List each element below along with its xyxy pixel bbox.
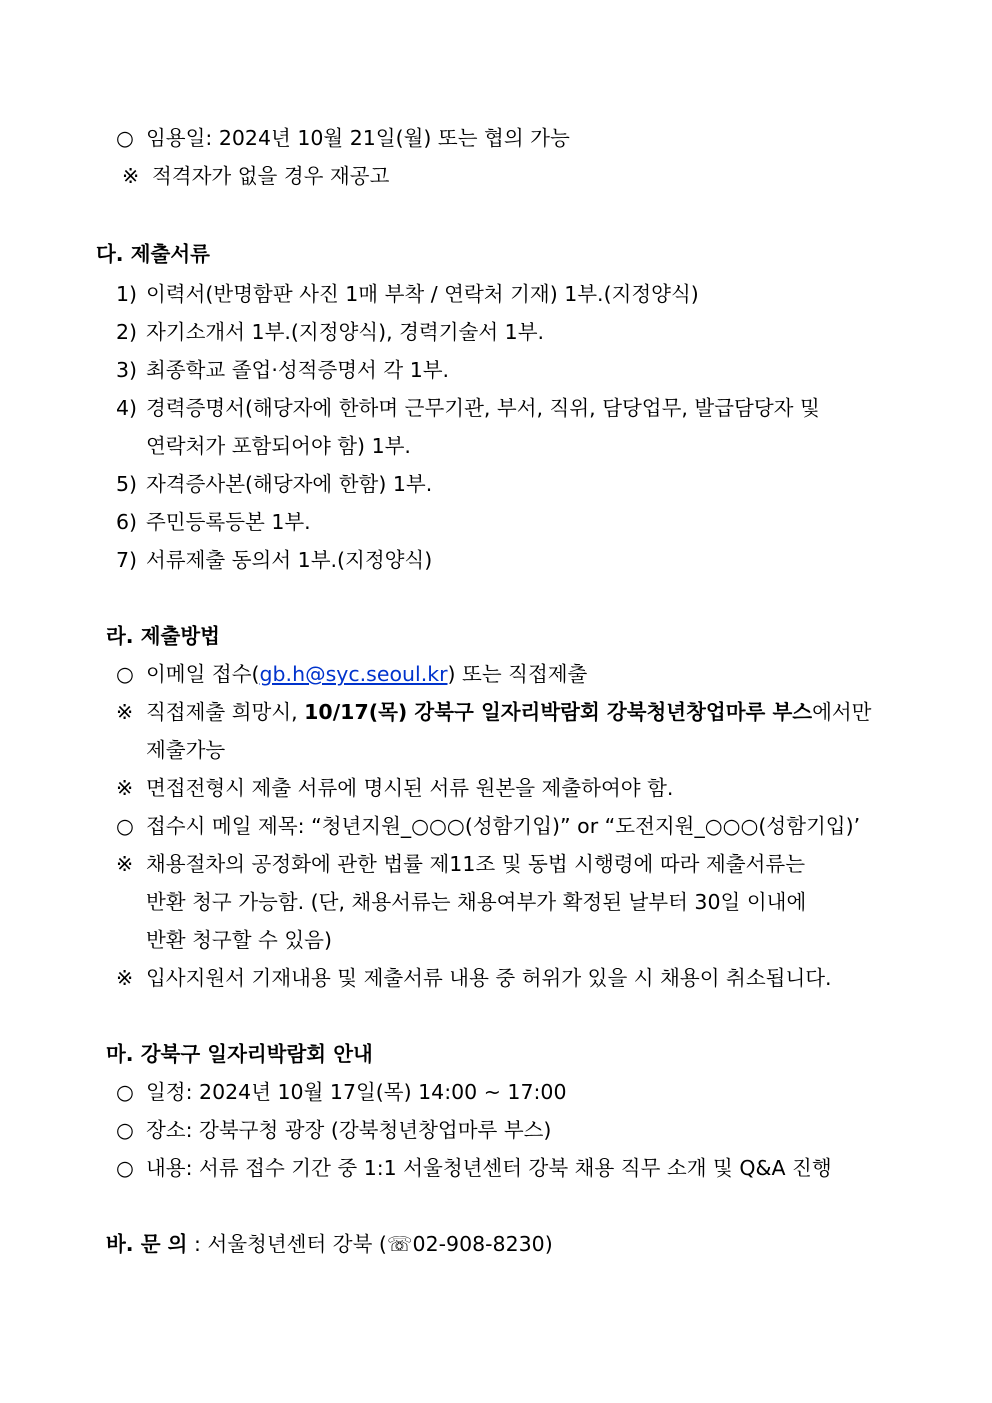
method-heading: 라. 제출방법 bbox=[106, 624, 220, 648]
list-item: 7) 서류제출 동의서 1부.(지정양식) bbox=[116, 548, 433, 572]
circle-bullet-icon: ○ bbox=[116, 662, 134, 686]
appointment-note: ※ 적격자가 없을 경우 재공고 bbox=[122, 164, 390, 188]
fair-content: ○ 내용: 서류 접수 기간 중 1:1 서울청년센터 강북 채용 직무 소개 및 Q&A 진행 bbox=[116, 1156, 832, 1180]
list-item: 6) 주민등록등본 1부. bbox=[116, 510, 311, 534]
direct-submission-cont: 제출가능 bbox=[146, 738, 226, 762]
phone-icon: ☏ bbox=[386, 1232, 413, 1256]
list-item: 4) 경력증명서(해당자에 한하며 근무기관, 부서, 직위, 담당업무, 발급담당자 및 bbox=[116, 396, 820, 420]
circle-bullet-icon: ○ bbox=[116, 814, 134, 838]
list-item: 3) 최종학교 졸업·성적증명서 각 1부. bbox=[116, 358, 450, 382]
return-note-cont: 반환 청구 가능함. (단, 채용서류는 채용여부가 확정된 날부터 30일 이내에 bbox=[146, 890, 807, 914]
fair-schedule: ○ 일정: 2024년 10월 17일(목) 14:00 ~ 17:00 bbox=[116, 1080, 567, 1104]
contact-line: 바. 문 의 : 서울청년센터 강북 (☏02-908-8230) bbox=[106, 1232, 553, 1256]
mail-subject: ○ 접수시 메일 제목: “청년지원_○○○(성함기입)” or “도전지원_○○○(성함기입)’ bbox=[116, 814, 861, 838]
reference-mark-icon: ※ bbox=[122, 164, 140, 188]
interview-note: ※ 면접전형시 제출 서류에 명시된 서류 원본을 제출하여야 함. bbox=[116, 776, 674, 800]
circle-bullet-icon: ○ bbox=[116, 126, 134, 150]
reference-mark-icon: ※ bbox=[116, 776, 134, 800]
contact-label: 바. 문 의 bbox=[106, 1232, 188, 1256]
list-item: 5) 자격증사본(해당자에 한함) 1부. bbox=[116, 472, 433, 496]
email-link[interactable]: gb.h@syc.seoul.kr bbox=[259, 662, 448, 686]
circle-bullet-icon: ○ bbox=[116, 1080, 134, 1104]
fair-place: ○ 장소: 강북구청 광장 (강북청년창업마루 부스) bbox=[116, 1118, 552, 1142]
phone-number: 02-908-8230) bbox=[412, 1232, 553, 1256]
false-info-note: ※ 입사지원서 기재내용 및 제출서류 내용 중 허위가 있을 시 채용이 취소됩니다. bbox=[116, 966, 832, 990]
return-note-cont: 반환 청구할 수 있음) bbox=[146, 928, 332, 952]
email-submission: ○ 이메일 접수(gb.h@syc.seoul.kr) 또는 직접제출 bbox=[116, 662, 588, 686]
documents-heading: 다. 제출서류 bbox=[96, 242, 210, 266]
appointment-date: ○ 임용일: 2024년 10월 21일(월) 또는 협의 가능 bbox=[116, 126, 570, 150]
fair-heading: 마. 강북구 일자리박람회 안내 bbox=[106, 1042, 373, 1066]
reference-mark-icon: ※ bbox=[116, 852, 134, 876]
circle-bullet-icon: ○ bbox=[116, 1118, 134, 1142]
list-item-continuation: 연락처가 포함되어야 함) 1부. bbox=[146, 434, 411, 458]
list-item: 1) 이력서(반명함판 사진 1매 부착 / 연락처 기재) 1부.(지정양식) bbox=[116, 282, 699, 306]
direct-submission-note: ※ 직접제출 희망시, 10/17(목) 강북구 일자리박람회 강북청년창업마루 부스에서만 bbox=[116, 700, 872, 724]
circle-bullet-icon: ○ bbox=[116, 1156, 134, 1180]
list-item: 2) 자기소개서 1부.(지정양식), 경력기술서 1부. bbox=[116, 320, 545, 344]
reference-mark-icon: ※ bbox=[116, 966, 134, 990]
return-note: ※ 채용절차의 공정화에 관한 법률 제11조 및 동법 시행령에 따라 제출서류는 bbox=[116, 852, 806, 876]
reference-mark-icon: ※ bbox=[116, 700, 134, 724]
